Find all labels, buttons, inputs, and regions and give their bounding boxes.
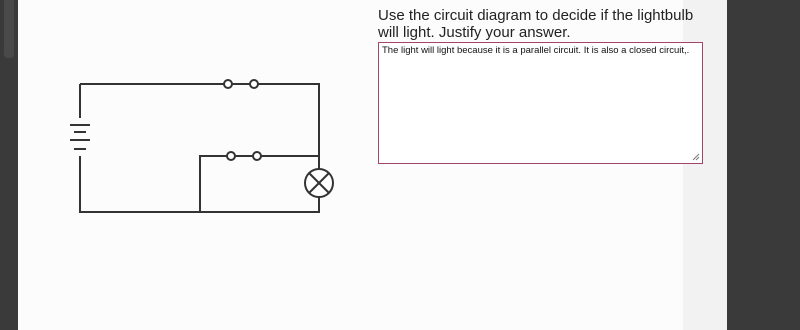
question-text: Use the circuit diagram to decide if the lightbulb will light. Justify your answer. — [378, 7, 694, 41]
wire-right-bottom — [200, 197, 319, 212]
wire-left-bottom — [80, 156, 200, 212]
battery-icon — [70, 125, 90, 149]
lightbulb-icon — [305, 169, 333, 197]
switch-middle-icon — [227, 152, 261, 160]
left-scrollbar[interactable] — [0, 0, 18, 330]
circuit-diagram — [60, 70, 350, 230]
answer-value: The light will light because it is a parallel circuit. It is also a closed circuit,. — [382, 45, 690, 56]
wire-inner-left — [200, 156, 227, 212]
right-sidebar — [727, 0, 800, 330]
switch-top-icon — [224, 80, 258, 88]
answer-textarea[interactable] — [378, 42, 703, 164]
resize-handle-icon[interactable] — [692, 153, 700, 161]
scrollbar-thumb[interactable] — [4, 0, 14, 58]
